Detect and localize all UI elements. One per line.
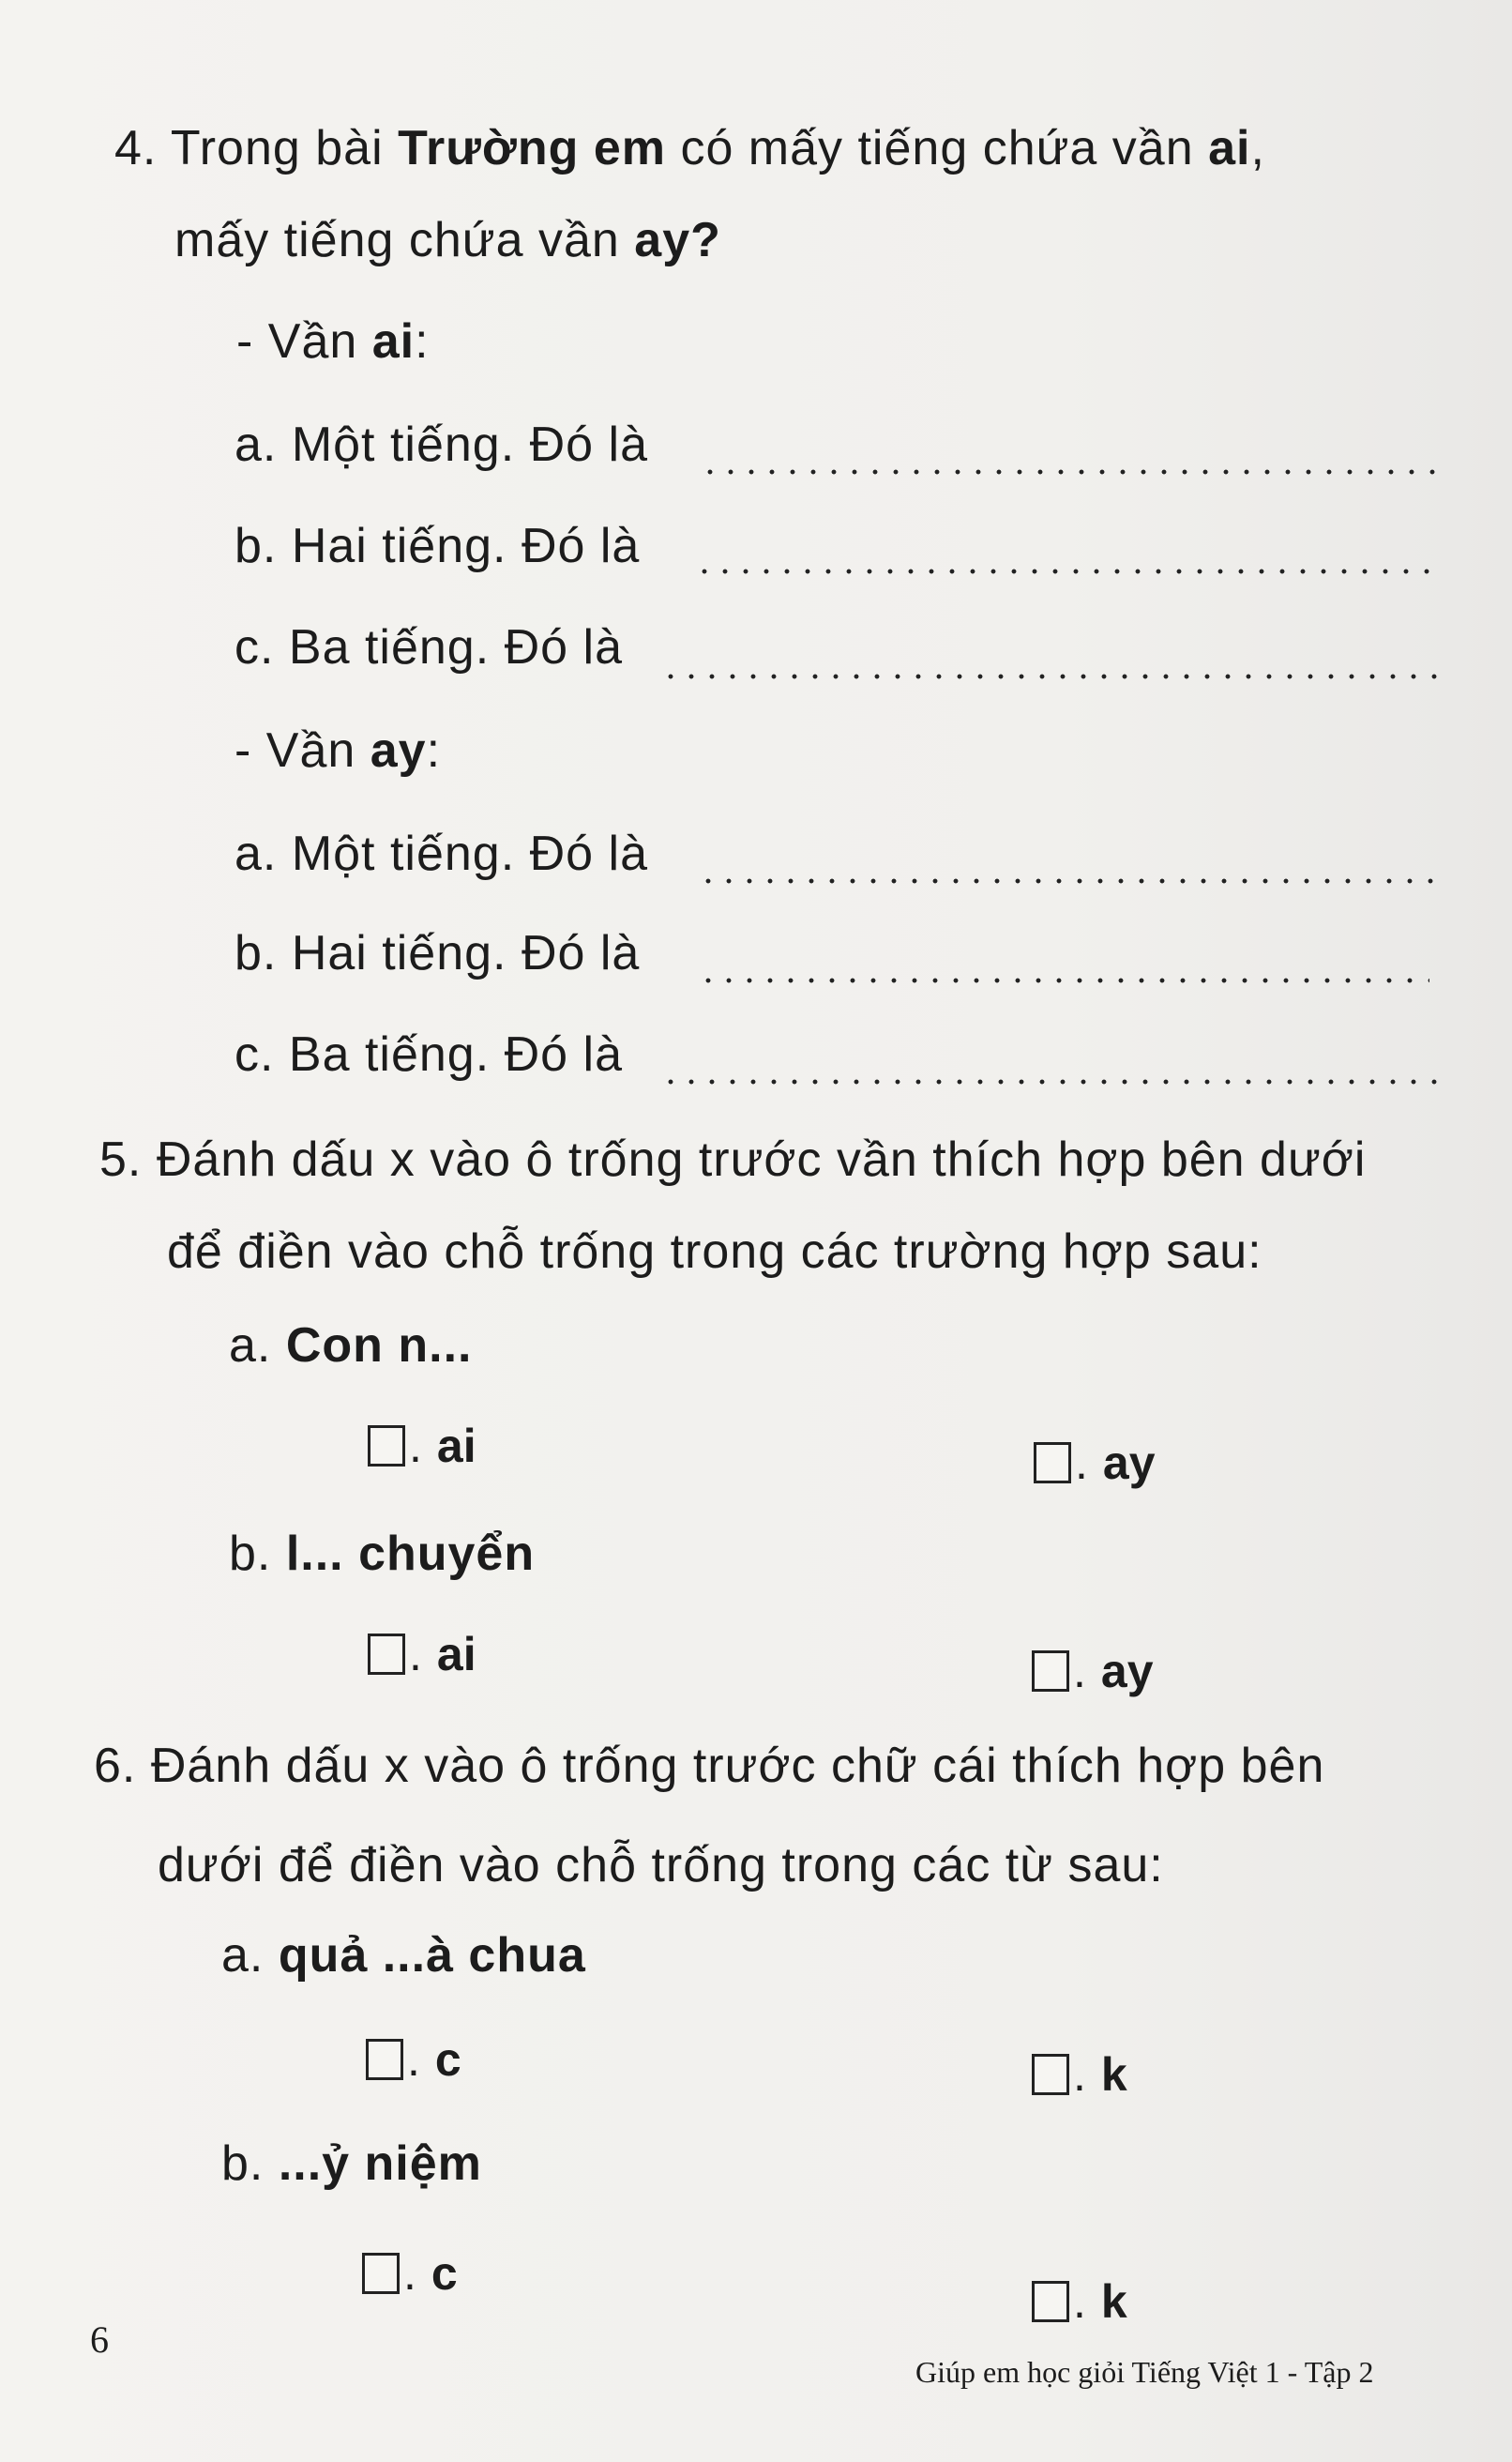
checkbox[interactable] [1032, 1650, 1069, 1692]
q5-b: b. l... chuyển [229, 1527, 536, 1581]
q6-b-choice-k[interactable]: . k [1032, 2274, 1127, 2329]
q6-a-choice-k[interactable]: . k [1032, 2047, 1127, 2102]
q4-ay-option-c: c. Ba tiếng. Đó là [234, 1027, 623, 1082]
answer-blank[interactable] [698, 878, 1439, 884]
checkbox[interactable] [1032, 2054, 1069, 2095]
answer-blank[interactable] [694, 569, 1435, 574]
q4-group-ai-label: - Vần ai: [236, 314, 430, 369]
checkbox[interactable] [1032, 2281, 1069, 2322]
q5-b-choice-ay[interactable]: . ay [1032, 1644, 1154, 1698]
answer-blank[interactable] [700, 469, 1441, 475]
q4-ai-option-b: b. Hai tiếng. Đó là [234, 519, 641, 573]
q6-line2: dưới để điền vào chỗ trống trong các từ sau: [158, 1838, 1164, 1892]
q4-group-ay-label: - Vần ay: [234, 723, 442, 778]
q4-line2: mấy tiếng chứa vần ay? [174, 213, 721, 267]
q5-line2: để điền vào chỗ trống trong các trường hợp sau: [167, 1224, 1263, 1279]
q4-ay-option-a: a. Một tiếng. Đó là [234, 827, 648, 881]
q6-line1: 6. Đánh dấu x vào ô trống trước chữ cái thích hợp bên [94, 1739, 1325, 1793]
page-number: 6 [90, 2318, 109, 2361]
q5-line1: 5. Đánh dấu x vào ô trống trước vần thích hợp bên dưới [99, 1132, 1367, 1187]
q5-b-choice-ai[interactable]: . ai [368, 1627, 476, 1681]
answer-blank[interactable] [698, 978, 1429, 983]
q6-b-choice-c[interactable]: . c [362, 2246, 458, 2301]
q5-a: a. Con n... [229, 1318, 473, 1373]
answer-blank[interactable] [660, 674, 1439, 679]
checkbox[interactable] [368, 1425, 405, 1467]
checkbox[interactable] [366, 2039, 403, 2080]
q6-b: b. ...ỷ niệm [221, 2136, 482, 2191]
q4-line1: 4. Trong bài Trường em có mấy tiếng chứa vần ai, [114, 121, 1265, 175]
q5-a-choice-ay[interactable]: . ay [1034, 1436, 1156, 1490]
checkbox[interactable] [1034, 1442, 1071, 1483]
q4-ai-option-a: a. Một tiếng. Đó là [234, 418, 648, 472]
q5-a-choice-ai[interactable]: . ai [368, 1419, 476, 1473]
q6-a-choice-c[interactable]: . c [366, 2032, 461, 2087]
q4-title: Trường em [398, 121, 666, 175]
footer-book-title: Giúp em học giỏi Tiếng Việt 1 - Tập 2 [915, 2355, 1374, 2389]
answer-blank[interactable] [660, 1079, 1448, 1085]
checkbox[interactable] [362, 2253, 400, 2294]
checkbox[interactable] [368, 1634, 405, 1675]
q6-a: a. quả ...à chua [221, 1928, 586, 1983]
q4-ai-option-c: c. Ba tiếng. Đó là [234, 620, 623, 675]
q4-ay-option-b: b. Hai tiếng. Đó là [234, 926, 641, 980]
